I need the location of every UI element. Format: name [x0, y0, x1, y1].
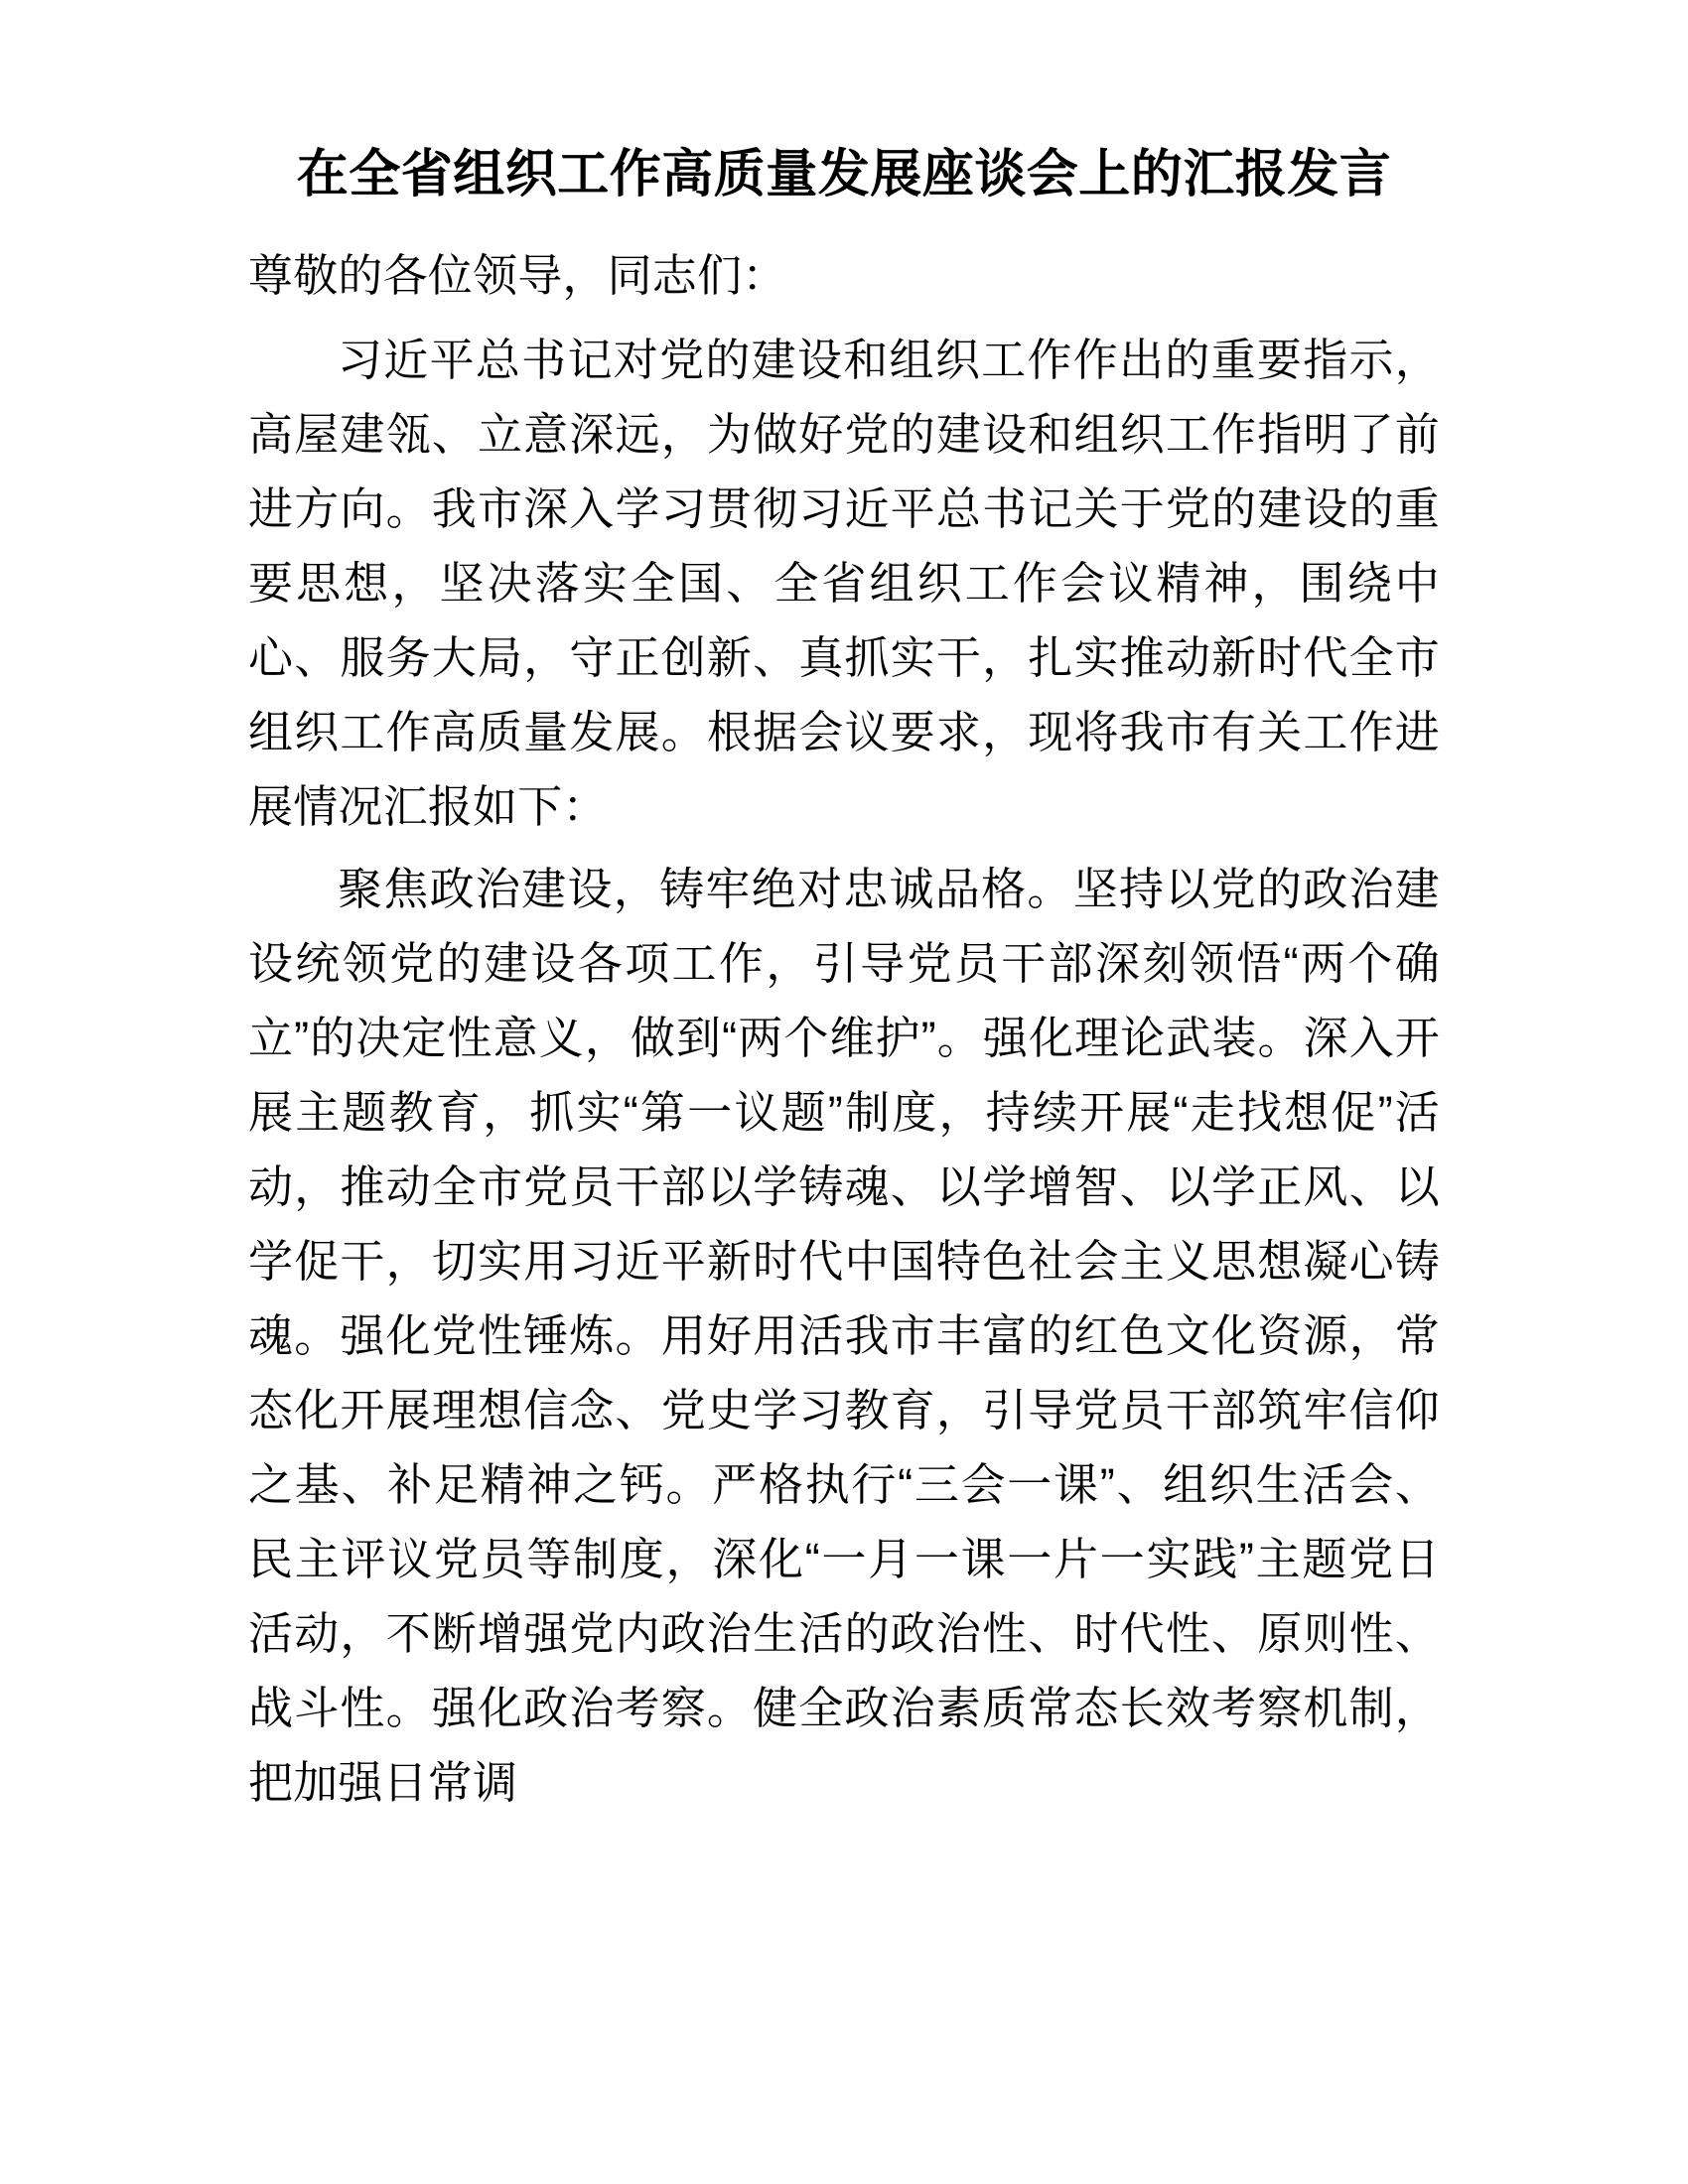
document-content [248, 0, 1440, 1820]
salutation: 尊敬的各位领导，同志们： [248, 250, 787, 301]
page-title: 在全省组织工作高质量发展座谈会上的汇报发言 [296, 146, 1392, 204]
body-paragraph-1: 习近平总书记对党的建设和组织工作作出的重要指示，高屋建瓴、立意深远，为做好党的建设和组织工作指明了前进方向。我市深入学习贯彻习近平总书记关于党的建设的重要思想，坚决落实全国、全省组织工作会议精神，围绕中心、服务大局，守正创新、真抓实干，扎实推动新时代全市组织工作高质量发展。根据会议要求，现将我市有关工作进展情况汇报如下： [248, 335, 1440, 832]
body-paragraph-2: 聚焦政治建设，铸牢绝对忠诚品格。坚持以党的政治建设统领党的建设各项工作，引导党员干部深刻领悟“两个确立”的决定性意义，做到“两个维护”。强化理论武装。深入开展主题教育，抓实“第一议题”制度，持续开展“走找想促”活动，推动全市党员干部以学铸魂、以学增智、以学正风、以学促干，切实用习近平新时代中国特色社会主义思想凝心铸魂。强化党性锤炼。用好用活我市丰富的红色文化资源，常态化开展理想信念、党史学习教育，引导党员干部筑牢信仰之基、补足精神之钙。严格执行“三会一课”、组织生活会、民主评议党员等制度，深化“一月一课一片一实践”主题党日活动，不断增强党内政治生活的政治性、时代性、原则性、战斗性。强化政治考察。健全政治素质常态长效考察机制，把加强日常调 [248, 864, 1440, 1808]
